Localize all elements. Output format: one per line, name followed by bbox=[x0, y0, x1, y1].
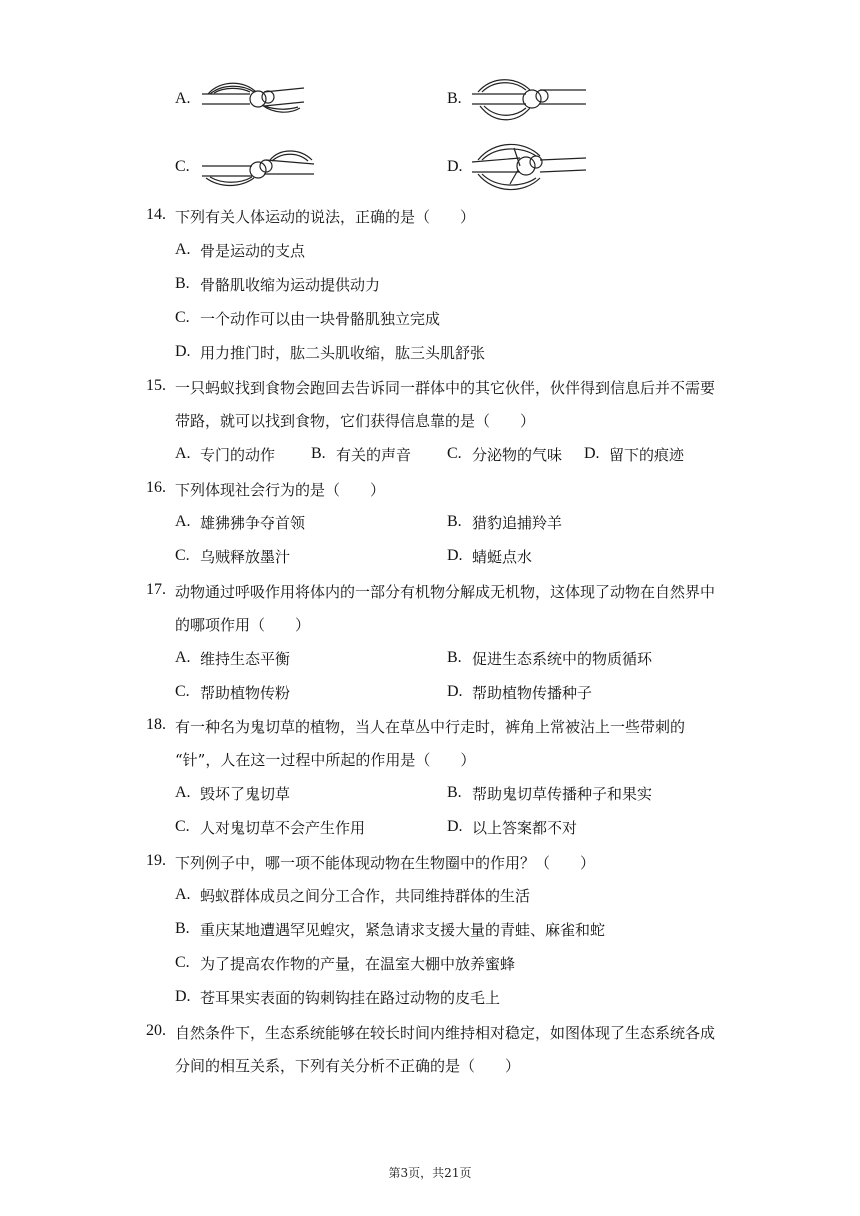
q18-option-b-text: 帮助鬼切草传播种子和果实 bbox=[472, 785, 653, 803]
q14-option-a-letter: A. bbox=[175, 241, 191, 258]
q19-option-a-letter: A. bbox=[175, 886, 191, 903]
question-14-stem: 下列有关人体运动的说法，正确的是（ ） bbox=[175, 208, 476, 226]
page-footer: 第3页，共21页 bbox=[388, 1166, 472, 1180]
question-18-number: 18. bbox=[146, 716, 166, 733]
q14-option-b-text: 骨骼肌收缩为运动提供动力 bbox=[200, 276, 381, 294]
elbow-muscle-diagram-c-icon bbox=[200, 146, 318, 190]
q16-option-b-text: 猎豹追捕羚羊 bbox=[472, 514, 563, 532]
question-20-number: 20. bbox=[146, 1022, 166, 1039]
q17-option-d-text: 帮助植物传播种子 bbox=[472, 684, 593, 702]
q17-option-b-letter: B. bbox=[447, 649, 462, 666]
q14-option-d-letter: D. bbox=[175, 343, 191, 360]
question-19-number: 19. bbox=[146, 852, 166, 869]
question-20-stem-line-1: 自然条件下，生态系统能够在较长时间内维持相对稳定，如图体现了生态系统各成 bbox=[175, 1024, 716, 1042]
q19-option-b-letter: B. bbox=[175, 920, 190, 937]
q14-option-a-text: 骨是运动的支点 bbox=[200, 242, 306, 260]
q15-option-d-letter: D. bbox=[584, 445, 600, 462]
q18-option-c-letter: C. bbox=[175, 818, 190, 835]
q14-option-b-letter: B. bbox=[175, 275, 190, 292]
q15-option-c-letter: C. bbox=[447, 445, 462, 462]
q15-option-a-text: 专门的动作 bbox=[200, 446, 276, 464]
question-18-stem-line-1: 有一种名为鬼切草的植物，当人在草丛中行走时，裤角上常被沾上一些带刺的 bbox=[175, 718, 686, 736]
question-16-number: 16. bbox=[146, 479, 166, 496]
question-20-stem-line-2: 分间的相互关系，下列有关分析不正确的是（ ） bbox=[175, 1057, 521, 1075]
q15-option-d-text: 留下的痕迹 bbox=[609, 446, 685, 464]
q18-option-a-text: 毁坏了鬼切草 bbox=[200, 785, 291, 803]
q19-option-d-text: 苍耳果实表面的钩刺钩挂在路过动物的皮毛上 bbox=[200, 989, 501, 1007]
q17-option-c-text: 帮助植物传粉 bbox=[200, 684, 291, 702]
q19-option-c-letter: C. bbox=[175, 954, 190, 971]
q17-option-a-letter: A. bbox=[175, 649, 191, 666]
image-option-c-label: C. bbox=[175, 158, 190, 175]
q19-option-a-text: 蚂蚁群体成员之间分工合作，共同维持群体的生活 bbox=[200, 887, 531, 905]
q17-option-c-letter: C. bbox=[175, 683, 190, 700]
q16-option-c-text: 乌贼释放墨汁 bbox=[200, 548, 291, 566]
question-15-stem-line-2: 带路，就可以找到食物，它们获得信息靠的是（ ） bbox=[175, 412, 536, 430]
question-15-stem-line-1: 一只蚂蚁找到食物会跑回去告诉同一群体中的其它伙伴，伙伴得到信息后并不需要 bbox=[175, 379, 716, 397]
q14-option-d-text: 用力推门时，肱二头肌收缩，肱三头肌舒张 bbox=[200, 344, 486, 362]
q18-option-a-letter: A. bbox=[175, 784, 191, 801]
q16-option-b-letter: B. bbox=[447, 513, 462, 530]
question-14-number: 14. bbox=[146, 206, 166, 223]
image-option-d-label: D. bbox=[447, 158, 463, 175]
elbow-muscle-diagram-d-icon bbox=[470, 138, 588, 196]
q18-option-c-text: 人对鬼切草不会产生作用 bbox=[200, 819, 366, 837]
q19-option-c-text: 为了提高农作物的产量，在温室大棚中放养蜜蜂 bbox=[200, 955, 516, 973]
elbow-muscle-diagram-b-icon bbox=[470, 74, 588, 126]
q16-option-a-text: 雄狒狒争夺首领 bbox=[200, 514, 306, 532]
elbow-muscle-diagram-a-icon bbox=[200, 78, 306, 122]
image-option-b-label: B. bbox=[447, 90, 462, 107]
image-option-a-label: A. bbox=[175, 90, 191, 107]
question-17-stem-line-2: 的哪项作用（ ） bbox=[175, 616, 311, 634]
q17-option-a-text: 维持生态平衡 bbox=[200, 650, 291, 668]
q16-option-c-letter: C. bbox=[175, 547, 190, 564]
q18-option-b-letter: B. bbox=[447, 784, 462, 801]
question-17-number: 17. bbox=[146, 581, 166, 598]
q18-option-d-text: 以上答案都不对 bbox=[472, 819, 578, 837]
q14-option-c-letter: C. bbox=[175, 309, 190, 326]
q19-option-b-text: 重庆某地遭遇罕见蝗灾，紧急请求支援大量的青蛙、麻雀和蛇 bbox=[200, 921, 606, 939]
question-15-number: 15. bbox=[146, 377, 166, 394]
q17-option-b-text: 促进生态系统中的物质循环 bbox=[472, 650, 653, 668]
q16-option-d-letter: D. bbox=[447, 547, 463, 564]
q15-option-c-text: 分泌物的气味 bbox=[472, 446, 563, 464]
q14-option-c-text: 一个动作可以由一块骨骼肌独立完成 bbox=[200, 310, 441, 328]
question-17-stem-line-1: 动物通过呼吸作用将体内的一部分有机物分解成无机物，这体现了动物在自然界中 bbox=[175, 583, 716, 601]
q19-option-d-letter: D. bbox=[175, 988, 191, 1005]
q15-option-b-text: 有关的声音 bbox=[336, 446, 412, 464]
q18-option-d-letter: D. bbox=[447, 818, 463, 835]
q17-option-d-letter: D. bbox=[447, 683, 463, 700]
q15-option-b-letter: B. bbox=[311, 445, 326, 462]
question-18-stem-line-2: “针”，人在这一过程中所起的作用是（ ） bbox=[175, 751, 476, 769]
q16-option-a-letter: A. bbox=[175, 513, 191, 530]
q15-option-a-letter: A. bbox=[175, 445, 191, 462]
question-16-stem: 下列体现社会行为的是（ ） bbox=[175, 481, 386, 499]
q16-option-d-text: 蜻蜓点水 bbox=[472, 548, 533, 566]
question-19-stem: 下列例子中，哪一项不能体现动物在生物圈中的作用？（ ） bbox=[175, 854, 596, 872]
